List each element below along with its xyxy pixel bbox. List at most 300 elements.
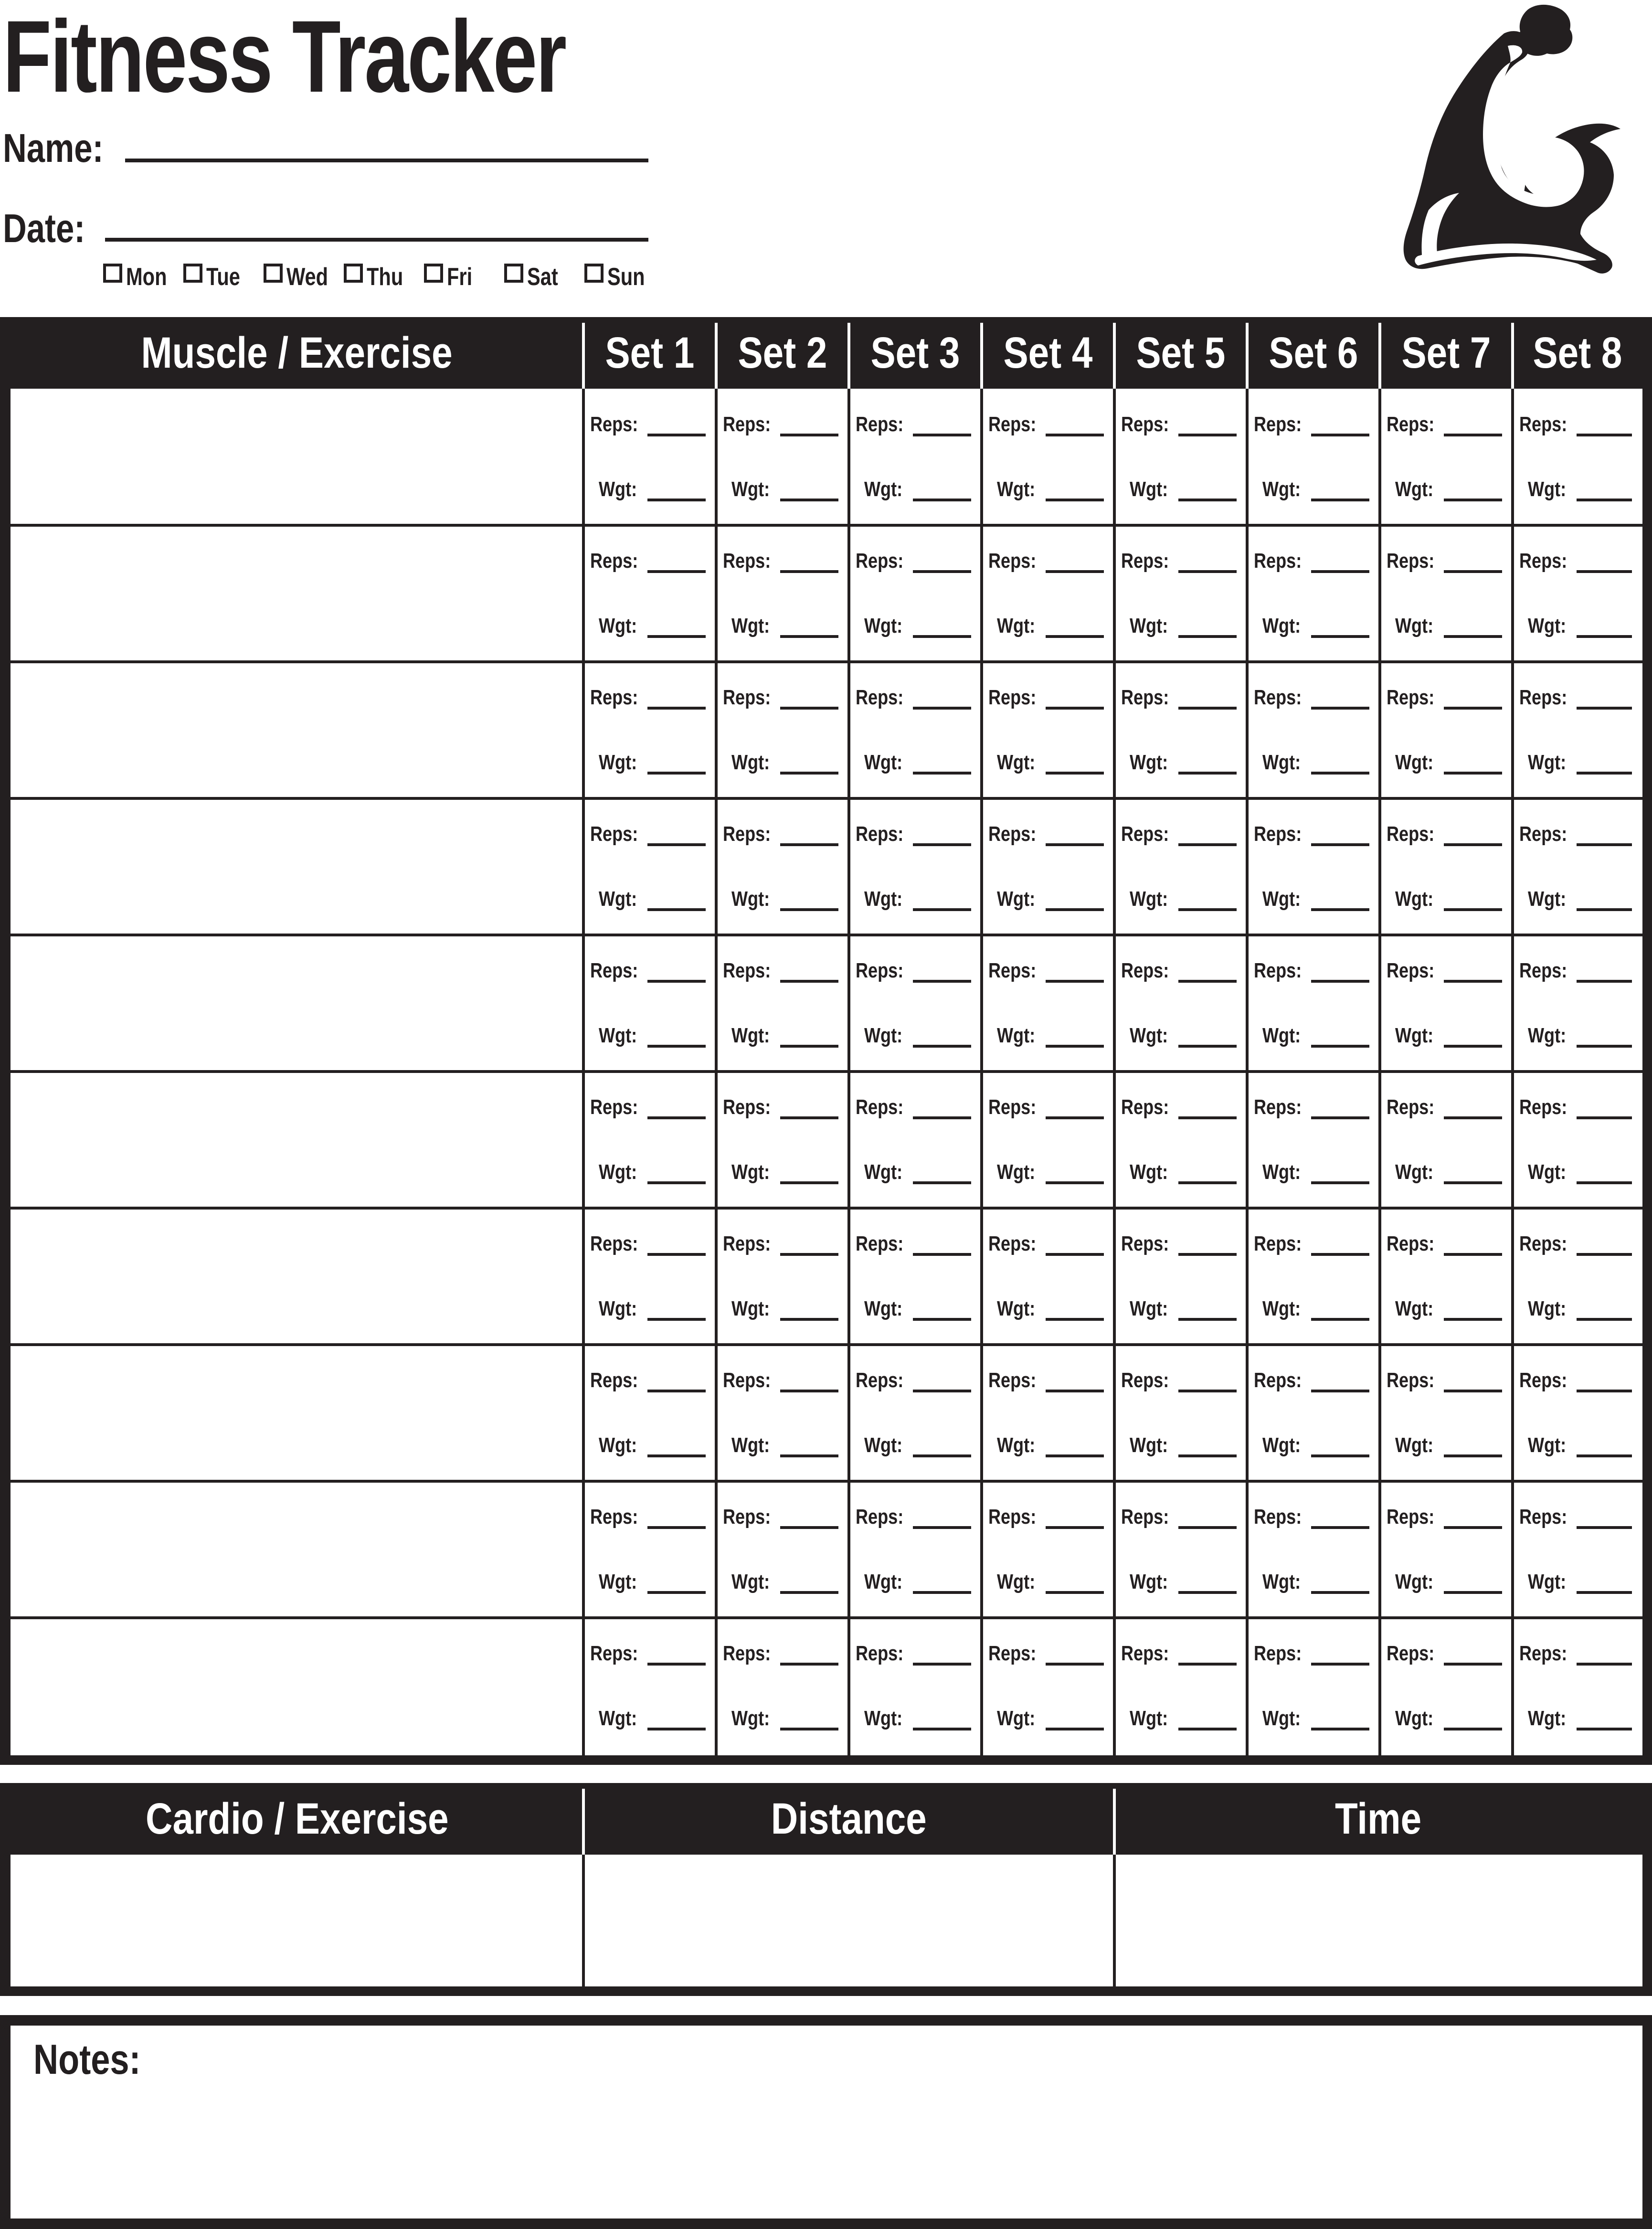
reps-label: Reps:	[1121, 1232, 1169, 1255]
exercise-input-cell[interactable]	[11, 1620, 582, 1752]
reps-input-line[interactable]	[913, 707, 971, 710]
set-cell	[849, 1345, 982, 1481]
weight-label: Wgt:	[731, 1433, 770, 1457]
reps-label: Reps:	[988, 1642, 1037, 1665]
weight-input-line[interactable]	[647, 1591, 706, 1594]
reps-input-line[interactable]	[647, 1663, 706, 1666]
strength-table	[0, 317, 1652, 1765]
weight-input-line[interactable]	[1444, 908, 1502, 911]
reps-input-line[interactable]	[1046, 980, 1104, 983]
reps-input-line[interactable]	[1444, 1526, 1502, 1529]
reps-label: Reps:	[1121, 686, 1169, 709]
reps-input-line[interactable]	[1178, 707, 1237, 710]
reps-input-line[interactable]	[780, 434, 838, 436]
column-divider	[582, 1855, 585, 1986]
header-label: Set 6	[1269, 328, 1358, 377]
weight-input-line[interactable]	[1311, 1181, 1369, 1184]
weight-input-line[interactable]	[913, 908, 971, 911]
weight-input-line[interactable]	[1444, 1181, 1502, 1184]
weight-label: Wgt:	[1395, 1707, 1434, 1730]
reps-input-line[interactable]	[1311, 707, 1369, 710]
reps-input-line[interactable]	[1178, 434, 1237, 436]
weight-label: Wgt:	[997, 751, 1036, 774]
set-cell	[849, 1481, 982, 1618]
checkbox-square-icon[interactable]	[344, 264, 363, 283]
weight-input-line[interactable]	[1311, 772, 1369, 775]
reps-input-line[interactable]	[647, 980, 706, 983]
reps-input-line[interactable]	[1444, 843, 1502, 846]
weight-input-line[interactable]	[780, 635, 838, 638]
reps-label: Reps:	[1387, 1369, 1435, 1392]
reps-label: Reps:	[1519, 959, 1567, 982]
reps-input-line[interactable]	[1046, 1663, 1104, 1666]
checkbox-square-icon[interactable]	[504, 264, 523, 283]
reps-input-line[interactable]	[1178, 843, 1237, 846]
reps-label: Reps:	[723, 822, 771, 846]
header-divider	[1113, 323, 1116, 389]
weight-input-line[interactable]	[780, 1728, 838, 1730]
exercise-input-cell[interactable]	[11, 937, 582, 1070]
cardio-table	[0, 1783, 1652, 1996]
reps-input-line[interactable]	[1311, 1390, 1369, 1392]
reps-label: Reps:	[590, 1232, 638, 1255]
weight-input-line[interactable]	[780, 1591, 838, 1594]
reps-input-line[interactable]	[1577, 1253, 1632, 1256]
weight-input-line[interactable]	[1046, 1045, 1104, 1048]
weight-label: Wgt:	[731, 1160, 770, 1184]
day-label: Wed	[286, 263, 328, 291]
weight-input-line[interactable]	[1577, 635, 1632, 638]
weight-input-line[interactable]	[1046, 635, 1104, 638]
weight-label: Wgt:	[1395, 1024, 1434, 1047]
weight-input-line[interactable]	[1046, 1181, 1104, 1184]
weight-input-line[interactable]	[1444, 1728, 1502, 1730]
weight-input-line[interactable]	[913, 499, 971, 501]
reps-input-line[interactable]	[1444, 707, 1502, 710]
reps-input-line[interactable]	[780, 1390, 838, 1392]
day-label: Thu	[367, 263, 403, 291]
set-cell	[583, 389, 716, 525]
weight-label: Wgt:	[731, 751, 770, 774]
reps-input-line[interactable]	[913, 1526, 971, 1529]
reps-input-line[interactable]	[1444, 1390, 1502, 1392]
weight-input-line[interactable]	[1178, 772, 1237, 775]
weight-input-line[interactable]	[647, 1045, 706, 1048]
set-cell	[982, 1618, 1114, 1754]
header-divider	[582, 323, 585, 389]
reps-input-line[interactable]	[1444, 570, 1502, 573]
weight-input-line[interactable]	[1178, 1045, 1237, 1048]
reps-label: Reps:	[1387, 1505, 1435, 1528]
reps-input-line[interactable]	[913, 843, 971, 846]
reps-label: Reps:	[1121, 413, 1169, 436]
weight-input-line[interactable]	[1577, 908, 1632, 911]
weight-input-line[interactable]	[1311, 1454, 1369, 1457]
weight-input-line[interactable]	[1444, 772, 1502, 775]
weight-label: Wgt:	[599, 478, 637, 501]
reps-input-line[interactable]	[647, 1526, 706, 1529]
weight-input-line[interactable]	[913, 1181, 971, 1184]
weight-input-line[interactable]	[1444, 1591, 1502, 1594]
reps-input-line[interactable]	[1178, 980, 1237, 983]
weight-label: Wgt:	[1395, 1160, 1434, 1184]
weight-label: Wgt:	[1528, 1297, 1567, 1320]
reps-input-line[interactable]	[647, 1116, 706, 1119]
reps-input-line[interactable]	[1311, 980, 1369, 983]
reps-input-line[interactable]	[647, 434, 706, 436]
weight-label: Wgt:	[1528, 1160, 1567, 1184]
reps-input-line[interactable]	[780, 980, 838, 983]
reps-label: Reps:	[988, 959, 1037, 982]
reps-input-line[interactable]	[1046, 843, 1104, 846]
weight-input-line[interactable]	[1577, 499, 1632, 501]
reps-label: Reps:	[1387, 959, 1435, 982]
set-cell	[1247, 1345, 1380, 1481]
weight-input-line[interactable]	[647, 908, 706, 911]
reps-input-line[interactable]	[1046, 1390, 1104, 1392]
reps-input-line[interactable]	[1311, 1116, 1369, 1119]
set-cell	[1513, 1208, 1642, 1345]
reps-input-line[interactable]	[1046, 570, 1104, 573]
weight-label: Wgt:	[1130, 1570, 1168, 1593]
reps-input-line[interactable]	[647, 1253, 706, 1256]
header-divider	[1246, 323, 1249, 389]
reps-input-line[interactable]	[647, 707, 706, 710]
date-label: Date:	[3, 206, 85, 251]
exercise-input-cell[interactable]	[11, 1210, 582, 1343]
reps-input-line[interactable]	[780, 1663, 838, 1666]
reps-input-line[interactable]	[913, 1663, 971, 1666]
weight-label: Wgt:	[1528, 1570, 1567, 1593]
reps-input-line[interactable]	[1311, 1253, 1369, 1256]
weight-label: Wgt:	[1262, 1160, 1301, 1184]
reps-label: Reps:	[988, 1505, 1037, 1528]
reps-input-line[interactable]	[780, 1526, 838, 1529]
weight-input-line[interactable]	[1444, 1045, 1502, 1048]
reps-input-line[interactable]	[1178, 1526, 1237, 1529]
cardio-header-1	[583, 1783, 1114, 1855]
reps-label: Reps:	[1254, 1232, 1302, 1255]
weight-input-line[interactable]	[1577, 1181, 1632, 1184]
set-cell	[849, 662, 982, 798]
weight-input-line[interactable]	[1046, 772, 1104, 775]
reps-input-line[interactable]	[1311, 434, 1369, 436]
exercise-input-cell[interactable]	[11, 1347, 582, 1479]
weight-input-line[interactable]	[1311, 1318, 1369, 1321]
reps-label: Reps:	[1387, 549, 1435, 573]
weight-input-line[interactable]	[1311, 499, 1369, 501]
reps-input-line[interactable]	[647, 570, 706, 573]
set-cell	[1247, 389, 1380, 525]
weight-label: Wgt:	[1262, 887, 1301, 911]
reps-input-line[interactable]	[780, 570, 838, 573]
checkbox-square-icon[interactable]	[424, 264, 443, 283]
weight-input-line[interactable]	[1046, 499, 1104, 501]
weight-input-line[interactable]	[780, 1045, 838, 1048]
weight-label: Wgt:	[997, 1297, 1036, 1320]
reps-input-line[interactable]	[913, 1116, 971, 1119]
reps-input-line[interactable]	[1046, 1116, 1104, 1119]
weight-input-line[interactable]	[647, 1318, 706, 1321]
weight-input-line[interactable]	[1178, 635, 1237, 638]
weight-label: Wgt:	[997, 478, 1036, 501]
set-cell	[982, 525, 1114, 662]
reps-input-line[interactable]	[1577, 1663, 1632, 1666]
set-cell	[1380, 798, 1513, 935]
reps-input-line[interactable]	[647, 843, 706, 846]
set-cell	[1247, 798, 1380, 935]
header-set-2	[716, 317, 849, 389]
weight-input-line[interactable]	[1577, 1591, 1632, 1594]
set-cell	[849, 525, 982, 662]
weight-label: Wgt:	[599, 1433, 637, 1457]
reps-input-line[interactable]	[913, 570, 971, 573]
weight-input-line[interactable]	[1444, 635, 1502, 638]
notes-box	[0, 2015, 1652, 2229]
weight-label: Wgt:	[731, 614, 770, 637]
reps-input-line[interactable]	[1178, 570, 1237, 573]
weight-input-line[interactable]	[1311, 908, 1369, 911]
header-set-5	[1114, 317, 1247, 389]
weight-label: Wgt:	[864, 1160, 903, 1184]
weight-input-line[interactable]	[913, 772, 971, 775]
reps-input-line[interactable]	[1311, 843, 1369, 846]
reps-input-line[interactable]	[1311, 570, 1369, 573]
weight-input-line[interactable]	[1178, 908, 1237, 911]
weight-input-line[interactable]	[1046, 1591, 1104, 1594]
set-cell	[1380, 662, 1513, 798]
reps-label: Reps:	[1121, 959, 1169, 982]
reps-input-line[interactable]	[780, 1253, 838, 1256]
reps-input-line[interactable]	[1444, 1253, 1502, 1256]
set-cell	[982, 1072, 1114, 1208]
set-cell	[849, 389, 982, 525]
weight-input-line[interactable]	[780, 499, 838, 501]
set-cell	[1380, 1481, 1513, 1618]
exercise-input-cell[interactable]	[11, 391, 582, 523]
weight-input-line[interactable]	[1311, 1045, 1369, 1048]
reps-input-line[interactable]	[647, 1390, 706, 1392]
weight-label: Wgt:	[997, 1160, 1036, 1184]
weight-input-line[interactable]	[1577, 1728, 1632, 1730]
reps-input-line[interactable]	[1046, 1253, 1104, 1256]
weight-input-line[interactable]	[647, 499, 706, 501]
header-divider	[1511, 323, 1514, 389]
reps-label: Reps:	[723, 1095, 771, 1119]
reps-input-line[interactable]	[1311, 1663, 1369, 1666]
reps-input-line[interactable]	[1178, 1663, 1237, 1666]
reps-input-line[interactable]	[1577, 1390, 1632, 1392]
weight-input-line[interactable]	[1046, 1318, 1104, 1321]
reps-label: Reps:	[856, 1232, 904, 1255]
reps-label: Reps:	[1387, 686, 1435, 709]
weight-label: Wgt:	[599, 1024, 637, 1047]
reps-label: Reps:	[590, 413, 638, 436]
set-cell	[1247, 1618, 1380, 1754]
reps-label: Reps:	[1254, 1505, 1302, 1528]
weight-input-line[interactable]	[647, 1181, 706, 1184]
reps-label: Reps:	[723, 1232, 771, 1255]
weight-label: Wgt:	[599, 887, 637, 911]
weight-input-line[interactable]	[780, 772, 838, 775]
set-cell	[982, 662, 1114, 798]
reps-label: Reps:	[856, 1369, 904, 1392]
reps-label: Reps:	[1387, 822, 1435, 846]
exercise-input-cell[interactable]	[11, 527, 582, 660]
set-cell	[1513, 1072, 1642, 1208]
weight-input-line[interactable]	[913, 1454, 971, 1457]
reps-input-line[interactable]	[1444, 1116, 1502, 1119]
header-label: Set 5	[1136, 328, 1226, 377]
weight-input-line[interactable]	[780, 1454, 838, 1457]
reps-label: Reps:	[988, 1369, 1037, 1392]
set-cell	[1513, 1481, 1642, 1618]
weight-input-line[interactable]	[1178, 1728, 1237, 1730]
weight-input-line[interactable]	[780, 1181, 838, 1184]
weight-input-line[interactable]	[913, 1728, 971, 1730]
checkbox-square-icon[interactable]	[103, 264, 122, 283]
reps-input-line[interactable]	[1178, 1390, 1237, 1392]
weight-input-line[interactable]	[1577, 772, 1632, 775]
checkbox-square-icon[interactable]	[183, 264, 202, 283]
weight-input-line[interactable]	[1311, 635, 1369, 638]
reps-label: Reps:	[1254, 1095, 1302, 1119]
checkbox-square-icon[interactable]	[264, 264, 283, 283]
weight-input-line[interactable]	[1577, 1318, 1632, 1321]
cardio-entry-row[interactable]	[11, 1855, 1642, 1986]
weight-label: Wgt:	[1395, 614, 1434, 637]
weight-label: Wgt:	[1395, 478, 1434, 501]
set-cell	[583, 1072, 716, 1208]
weight-input-line[interactable]	[1444, 1318, 1502, 1321]
reps-input-line[interactable]	[1046, 1526, 1104, 1529]
reps-input-line[interactable]	[913, 1253, 971, 1256]
reps-input-line[interactable]	[1178, 1116, 1237, 1119]
reps-input-line[interactable]	[1577, 1116, 1632, 1119]
reps-input-line[interactable]	[1178, 1253, 1237, 1256]
weight-label: Wgt:	[1395, 1570, 1434, 1593]
weight-input-line[interactable]	[647, 1454, 706, 1457]
weight-input-line[interactable]	[647, 772, 706, 775]
weight-input-line[interactable]	[1178, 1181, 1237, 1184]
weight-label: Wgt:	[1395, 1433, 1434, 1457]
exercise-input-cell[interactable]	[11, 1073, 582, 1206]
reps-input-line[interactable]	[1444, 434, 1502, 436]
weight-input-line[interactable]	[913, 1318, 971, 1321]
set-cell	[849, 1208, 982, 1345]
reps-input-line[interactable]	[1577, 980, 1632, 983]
weight-input-line[interactable]	[780, 1318, 838, 1321]
set-cell	[583, 525, 716, 662]
reps-input-line[interactable]	[1046, 707, 1104, 710]
set-cell	[1380, 389, 1513, 525]
reps-input-line[interactable]	[780, 707, 838, 710]
weight-label: Wgt:	[1528, 751, 1567, 774]
set-cell	[1513, 935, 1642, 1072]
reps-input-line[interactable]	[1444, 980, 1502, 983]
weight-label: Wgt:	[1395, 1297, 1434, 1320]
set-cell	[982, 1345, 1114, 1481]
weight-label: Wgt:	[864, 751, 903, 774]
weight-input-line[interactable]	[1178, 1591, 1237, 1594]
weight-input-line[interactable]	[1577, 1454, 1632, 1457]
weight-label: Wgt:	[1528, 614, 1567, 637]
weight-label: Wgt:	[1130, 614, 1168, 637]
weight-input-line[interactable]	[913, 1045, 971, 1048]
header-divider	[1378, 323, 1381, 389]
set-cell	[1247, 1208, 1380, 1345]
weight-input-line[interactable]	[1046, 908, 1104, 911]
weight-input-line[interactable]	[1178, 1454, 1237, 1457]
header-set-8	[1513, 317, 1642, 389]
reps-input-line[interactable]	[780, 843, 838, 846]
reps-label: Reps:	[1121, 1369, 1169, 1392]
reps-input-line[interactable]	[1444, 1663, 1502, 1666]
reps-label: Reps:	[1121, 1505, 1169, 1528]
reps-input-line[interactable]	[1577, 707, 1632, 710]
weight-input-line[interactable]	[647, 635, 706, 638]
weight-input-line[interactable]	[1178, 499, 1237, 501]
name-input-line[interactable]	[125, 159, 648, 162]
reps-input-line[interactable]	[780, 1116, 838, 1119]
weight-label: Wgt:	[1528, 478, 1567, 501]
reps-label: Reps:	[988, 1095, 1037, 1119]
weight-label: Wgt:	[599, 1297, 637, 1320]
weight-input-line[interactable]	[1311, 1728, 1369, 1730]
set-cell	[849, 798, 982, 935]
weight-input-line[interactable]	[1178, 1318, 1237, 1321]
reps-input-line[interactable]	[1577, 570, 1632, 573]
reps-input-line[interactable]	[1577, 434, 1632, 436]
weight-input-line[interactable]	[913, 635, 971, 638]
weight-label: Wgt:	[1130, 751, 1168, 774]
header-set-6	[1247, 317, 1380, 389]
set-cell	[1513, 389, 1642, 525]
header-divider	[715, 323, 718, 389]
weight-input-line[interactable]	[1444, 499, 1502, 501]
weight-input-line[interactable]	[1577, 1045, 1632, 1048]
reps-input-line[interactable]	[1577, 1526, 1632, 1529]
reps-label: Reps:	[1387, 1232, 1435, 1255]
weight-input-line[interactable]	[1311, 1591, 1369, 1594]
reps-input-line[interactable]	[1577, 843, 1632, 846]
exercise-input-cell[interactable]	[11, 800, 582, 933]
set-cell	[583, 798, 716, 935]
exercise-input-cell[interactable]	[11, 664, 582, 796]
reps-input-line[interactable]	[913, 434, 971, 436]
weight-input-line[interactable]	[913, 1591, 971, 1594]
weight-input-line[interactable]	[1046, 1728, 1104, 1730]
weight-input-line[interactable]	[780, 908, 838, 911]
weight-input-line[interactable]	[1444, 1454, 1502, 1457]
checkbox-square-icon[interactable]	[584, 264, 604, 283]
exercise-input-cell[interactable]	[11, 1483, 582, 1616]
weight-input-line[interactable]	[1046, 1454, 1104, 1457]
notes-area[interactable]	[11, 2026, 1642, 2218]
reps-input-line[interactable]	[913, 980, 971, 983]
weight-label: Wgt:	[1262, 1024, 1301, 1047]
reps-input-line[interactable]	[1311, 1526, 1369, 1529]
set-cell	[716, 1072, 849, 1208]
set-cell	[849, 1618, 982, 1754]
reps-label: Reps:	[1121, 1642, 1169, 1665]
reps-input-line[interactable]	[913, 1390, 971, 1392]
weight-input-line[interactable]	[647, 1728, 706, 1730]
set-cell	[583, 1618, 716, 1754]
reps-input-line[interactable]	[1046, 434, 1104, 436]
date-input-line[interactable]	[105, 238, 648, 242]
set-cell	[716, 798, 849, 935]
